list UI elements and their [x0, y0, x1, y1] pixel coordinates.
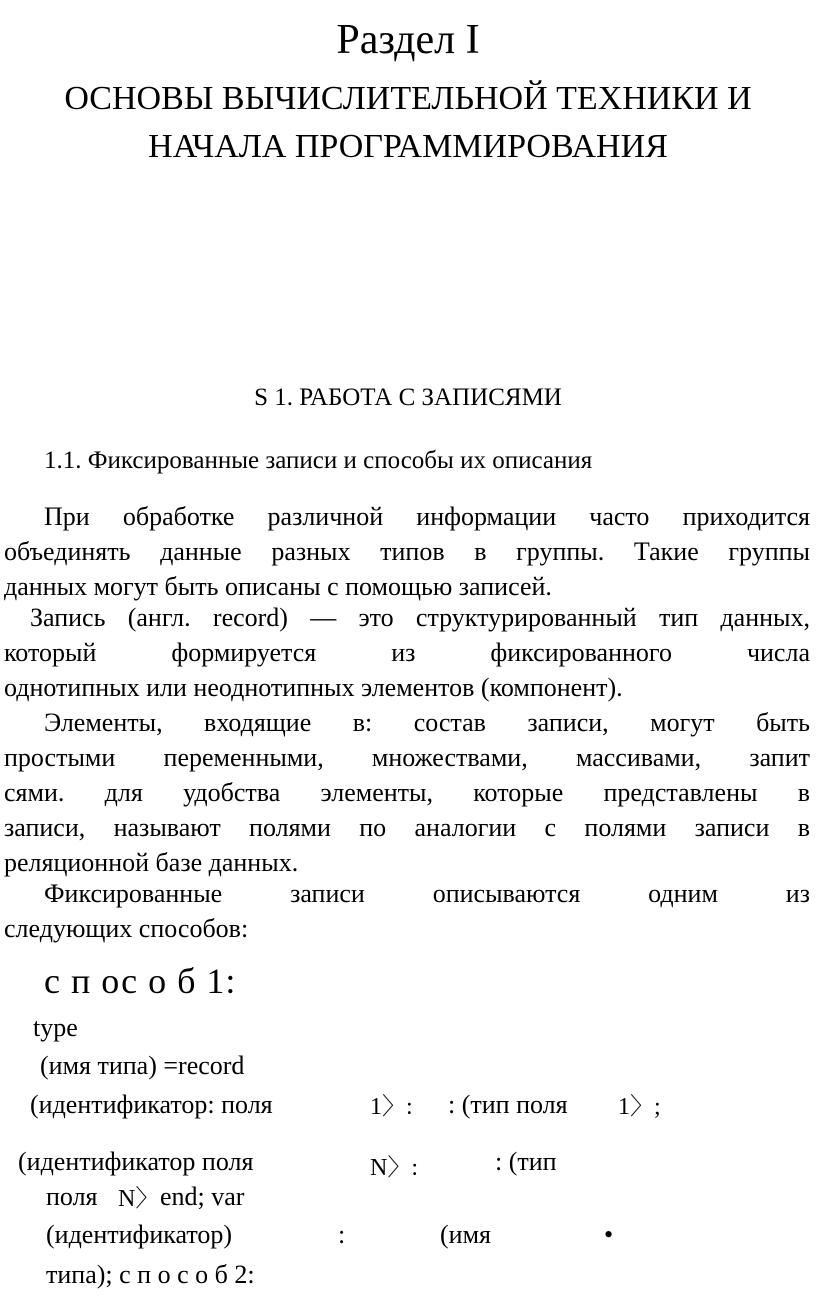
method-2-line: типа); с п о с о б 2: — [46, 1260, 255, 1289]
chapter-heading: S 1. РАБОТА С ЗАПИСЯМИ — [254, 384, 562, 411]
section-subtitle-line-2: НАЧАЛА ПРОГРАММИРОВАНИЯ — [148, 128, 668, 165]
section-subtitle-line-1: ОСНОВЫ ВЫЧИСЛИТЕЛЬНОЙ ТЕХНИКИ И — [64, 80, 752, 117]
code-field-n-identifier: (идентификатор поля — [18, 1147, 254, 1176]
paragraph-methods-intro — [4, 876, 810, 946]
paragraph-line: записи, называют полями по аналогии с полями записи в — [4, 813, 810, 842]
code-field-1-identifier: (идентификатор: поля — [30, 1090, 273, 1119]
code-var-colon: : — [338, 1220, 346, 1249]
method-1-heading: с п ос о б 1: — [44, 961, 237, 1001]
code-field-n-type: : (тип — [495, 1147, 557, 1176]
paragraph-line: Элементы, входящие в: состав записи, могут быть — [44, 708, 810, 737]
paragraph-line: который формируется из фиксированного числа — [4, 638, 810, 667]
paragraph-intro — [4, 499, 810, 604]
paragraph-line: сями. для удобства элементы, которые представлены в — [4, 778, 810, 807]
code-field-n-index: N〉: — [370, 1155, 418, 1181]
code-var-identifier: (идентификатор) — [46, 1220, 233, 1249]
code-type-keyword: type — [33, 1013, 78, 1042]
code-end-var: end; var — [160, 1182, 245, 1211]
paragraph-record-definition — [4, 600, 810, 705]
code-type-name-line: (имя типа) =record — [40, 1051, 245, 1080]
subsection-heading: 1.1. Фиксированные записи и способы их описания — [44, 447, 593, 474]
code-var-type-name: (имя — [440, 1220, 491, 1249]
paragraph-line: Запись (англ. record) — это структурированный тип данных, — [30, 603, 810, 632]
paragraph-line: Фиксированные записи описываются одним из — [44, 879, 810, 908]
paragraph-line: объединять данные разных типов в группы. Такие группы — [4, 537, 810, 566]
section-title: Раздел I — [336, 17, 480, 63]
bullet-mark: • — [604, 1220, 614, 1249]
code-field-1-type-index: 1〉; — [618, 1094, 661, 1120]
paragraph-line: При обработке различной информации часто приходится — [44, 502, 810, 531]
paragraph-line: следующих способов: — [4, 914, 249, 943]
paragraph-line: простыми переменными, множествами, массивами, запит — [4, 743, 810, 772]
code-field-n-pole: поля — [46, 1182, 98, 1211]
paragraph-record-elements — [4, 705, 810, 880]
code-field-n-type-index: N〉 — [118, 1186, 160, 1212]
code-field-1-index: 1〉: — [370, 1094, 413, 1120]
paragraph-line: реляционной базе данных. — [4, 848, 299, 877]
paragraph-line: однотипных или неоднотипных элементов (компонент). — [4, 673, 623, 702]
code-field-1-type: : (тип поля — [448, 1090, 568, 1119]
paragraph-line: данных могут быть описаны с помощью записей. — [4, 572, 552, 601]
